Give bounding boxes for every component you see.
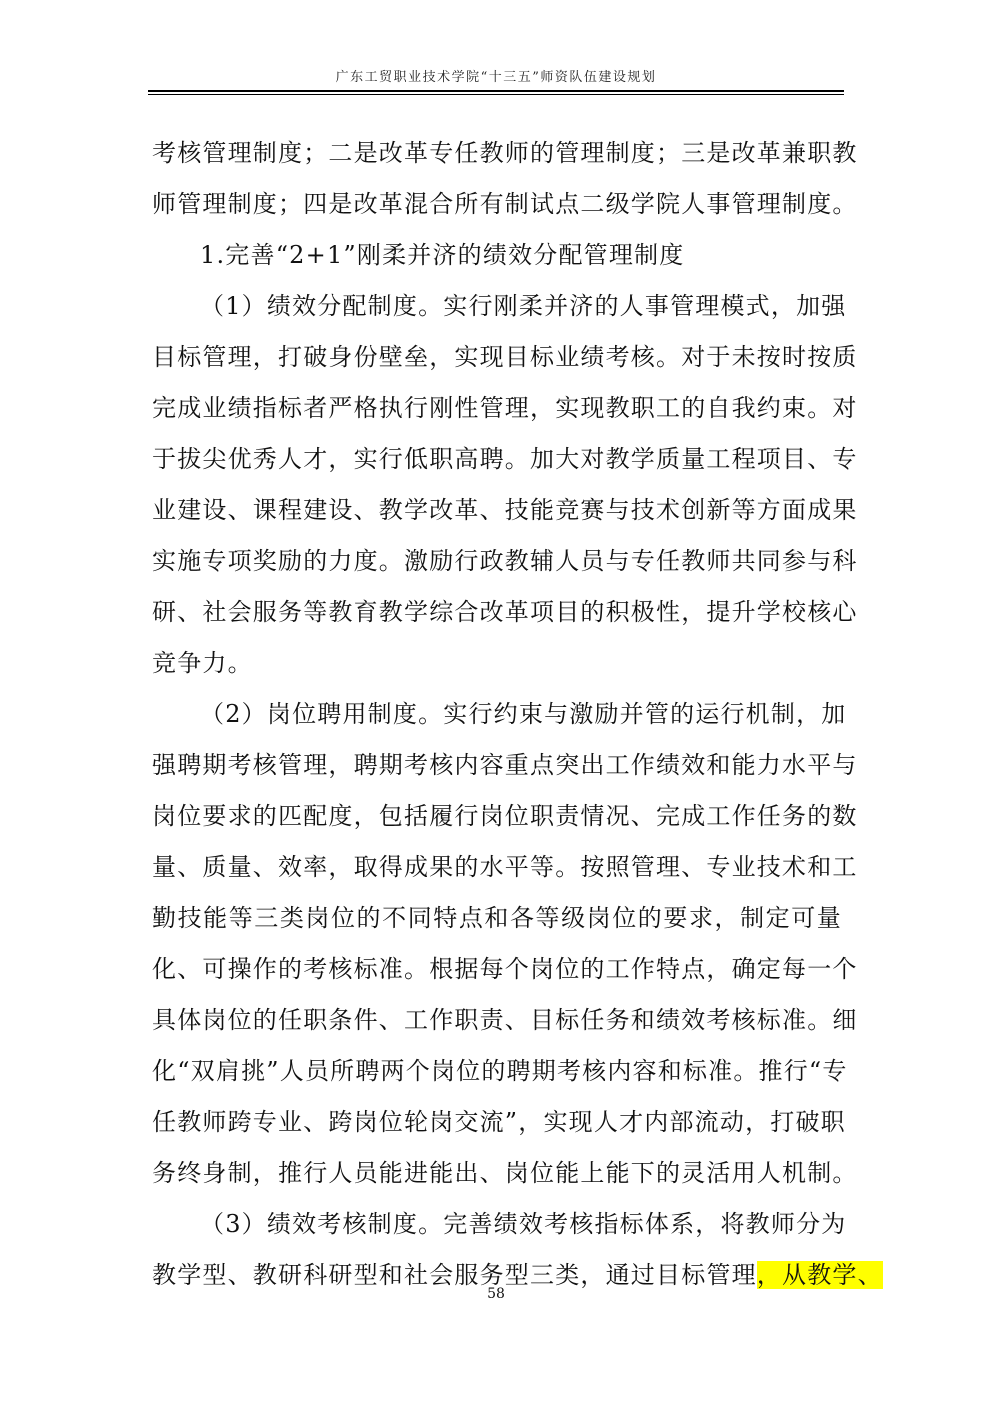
- text-line: 强聘期考核管理，聘期考核内容重点突出工作绩效和能力水平与: [152, 751, 858, 779]
- text-line: 实施专项奖励的力度。激励行政教辅人员与专任教师共同参与科: [152, 547, 858, 575]
- text-line: 化、可操作的考核标准。根据每个岗位的工作特点，确定每一个: [152, 955, 858, 983]
- text-line: 岗位要求的匹配度，包括履行岗位职责情况、完成工作任务的数: [152, 802, 858, 830]
- text-line: 勤技能等三类岗位的不同特点和各等级岗位的要求，制定可量: [152, 904, 842, 932]
- page-number: 58: [487, 1286, 505, 1302]
- text-line: 具体岗位的任职条件、工作职责、目标任务和绩效考核标准。细: [152, 1006, 858, 1034]
- text-line: 于拔尖优秀人才，实行低职高聘。加大对教学质量工程项目、专: [152, 445, 858, 473]
- text-line: 研、社会服务等教育教学综合改革项目的积极性，提升学校核心: [152, 598, 858, 626]
- text-line: 竞争力。: [152, 649, 253, 677]
- running-header: 广东工贸职业技术学院“十三五”师资队伍建设规划: [335, 70, 657, 85]
- text-line: 师管理制度；四是改革混合所有制试点二级学院人事管理制度。: [152, 190, 858, 218]
- highlighted-text: ，从教学、: [756, 1261, 883, 1289]
- header-rule: [148, 90, 844, 95]
- text-line: （3）绩效考核制度。完善绩效考核指标体系，将教师分为: [200, 1210, 847, 1238]
- text-line: 务终身制，推行人员能进能出、岗位能上能下的灵活用人机制。: [152, 1159, 858, 1187]
- text-line: 量、质量、效率，取得成果的水平等。按照管理、专业技术和工: [152, 853, 858, 881]
- body-text: [152, 128, 883, 1301]
- text-line: 完成业绩指标者严格执行刚性管理，实现教职工的自我约束。对: [152, 394, 858, 422]
- text-line: 业建设、课程建设、教学改革、技能竞赛与技术创新等方面成果: [152, 496, 858, 524]
- text-line: （1）绩效分配制度。实行刚柔并济的人事管理模式，加强: [200, 292, 847, 320]
- text-line: 化“双肩挑”人员所聘两个岗位的聘期考核内容和标准。推行“专: [152, 1057, 848, 1085]
- text-line: 任教师跨专业、跨岗位轮岗交流”，实现人才内部流动，打破职: [152, 1108, 846, 1136]
- text-line: （2）岗位聘用制度。实行约束与激励并管的运行机制，加: [200, 700, 847, 728]
- section-heading: 1.完善“2+1”刚柔并济的绩效分配管理制度: [200, 241, 685, 269]
- text-line: 考核管理制度；二是改革专任教师的管理制度；三是改革兼职教: [152, 139, 858, 167]
- last-line-text: 教学型、教研科研型和社会服务型三类，通过目标管理: [152, 1261, 757, 1289]
- text-line: 目标管理，打破身份壁垒，实现目标业绩考核。对于未按时按质: [152, 343, 858, 371]
